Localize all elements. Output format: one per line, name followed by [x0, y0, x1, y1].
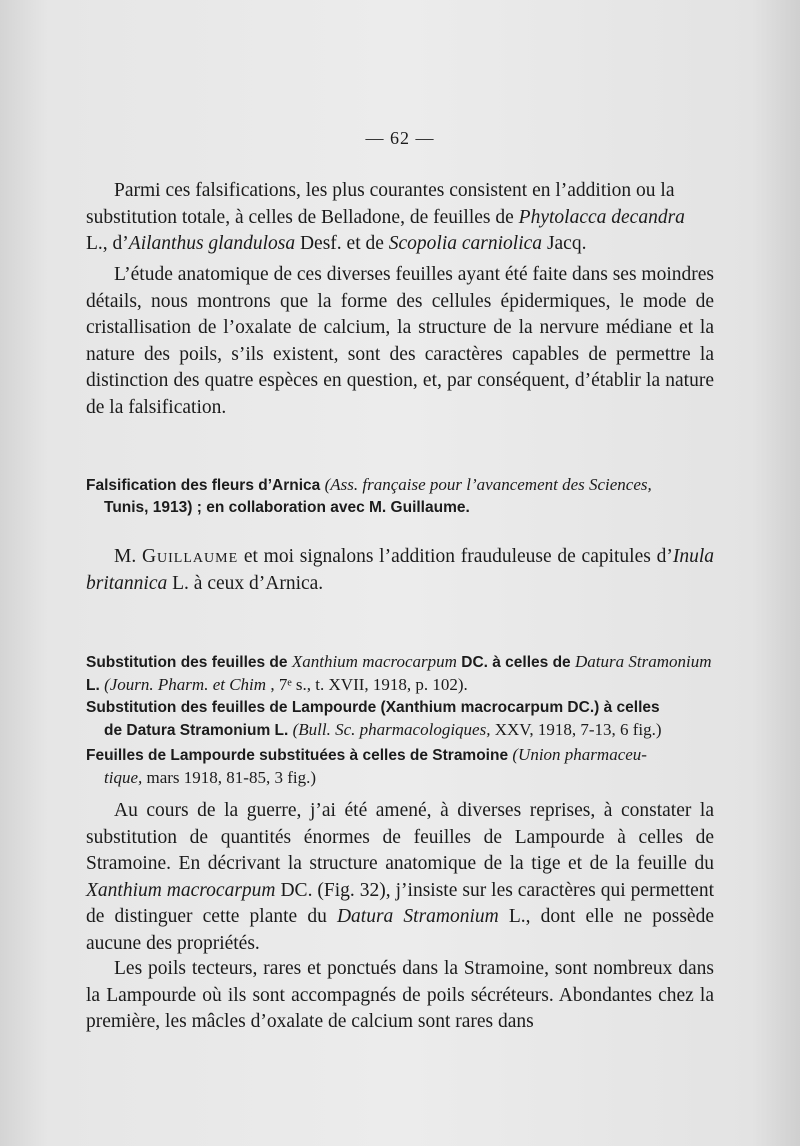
p1-line2-text: substitution totale, à celles de Belladone, de feuilles de: [86, 206, 519, 228]
p3-text-c: L. à ceux d’Arnica.: [167, 572, 324, 594]
p1-line1: Parmi ces falsifications, les plus courantes consistent en l’addition ou la: [114, 180, 675, 201]
h3-citation: (Bull. Sc. pharmacologiques,: [292, 720, 491, 739]
p3-text-a: M.: [114, 546, 142, 567]
p1-line3-end: Jacq.: [542, 233, 587, 254]
p4-text-b: DC. (Fig. 32), j’insiste sur les caractères qui permettent de distinguer cette plante du: [86, 879, 714, 927]
h3-citation-ref: XXV, 1918, 7-13, 6 fig.): [490, 720, 662, 739]
heading-xanthium-journ: [86, 651, 714, 697]
h2-taxon-datura: Datura Stramonium: [574, 652, 712, 671]
heading-lampourde-bull: [86, 697, 714, 742]
h4-line1: [86, 744, 714, 767]
h2-text-c: L.: [86, 677, 105, 694]
p1-line3-text: L., d’: [86, 233, 129, 254]
p1-taxon-scopolia: Scopolia carniolica: [388, 233, 543, 254]
h4-text-a: Feuilles de Lampourde substituées à celles de Stramoine: [86, 747, 513, 764]
h4-citation-cont: tique,: [104, 768, 143, 787]
h4-citation: (Union pharmaceu-: [512, 745, 647, 764]
paragraph-inula: [86, 544, 714, 597]
heading-arnica-title: Falsification des fleurs d’Arnica: [86, 477, 321, 494]
p1-taxon-phytolacca: Phytolacca decandra: [518, 206, 685, 228]
h2-text-a: Substitution des feuilles de: [86, 654, 292, 671]
h2-taxon-xanthium: Xanthium macrocarpum: [291, 652, 457, 671]
page-number: — 62 —: [365, 128, 435, 148]
p4-text-c: L., dont elle ne possède aucune des propriétés.: [86, 906, 714, 954]
paragraph-etude-anatomique: L’étude anatomique de ces diverses feuilles ayant été faite dans ses moindres détails, nous montrons que la forme des cellules épidermiques, le mode de cristallisation de l’oxalate de calcium, la structure de la nervure médiane et la nature des poils, s’ils existent, sont des caractères capables de permettre la distinction des quatre espèces en question, et, par conséquent, d’établir la nature de la falsification.: [86, 264, 714, 418]
p1-line3-mid: Desf. et de: [295, 233, 389, 254]
p4-taxon-xanthium: Xanthium macrocarpum: [86, 879, 276, 901]
heading-arnica-citation: (Ass. française pour l’avancement des Sciences,: [324, 475, 652, 494]
p3-text-b: et moi signalons l’addition frauduleuse de capitules d’: [238, 546, 673, 567]
paragraph-poils: Les poils tecteurs, rares et ponctués dans la Stramoine, sont nombreux dans la Lampourde où ils sont accompagnés de poils sécréteurs. Abondantes chez la première, les mâcles d’oxalate de calcium sont rares dans: [86, 958, 714, 1032]
paragraph-guerre: [86, 798, 714, 957]
h2-citation-ref: , 7ᵉ s., t. XVII, 1918, p. 102).: [266, 675, 468, 694]
h3-line1: Substitution des feuilles de Lampourde (Xanthium macrocarpum DC.) à celles: [86, 699, 660, 716]
h4-line2: [86, 767, 714, 790]
heading-arnica-line2: Tunis, 1913) ; en collaboration avec M. Guillaume.: [104, 499, 470, 516]
p4-taxon-datura: Datura Stramonium: [336, 906, 499, 927]
h2-citation: (Journ. Pharm. et Chim: [104, 675, 267, 694]
heading-lampourde-union: [86, 744, 714, 790]
author-guillaume: Guillaume: [141, 546, 239, 567]
h4-citation-ref: mars 1918, 81-85, 3 fig.): [142, 768, 317, 787]
h3-text-b: de Datura Stramonium L.: [104, 722, 293, 739]
h2-text-b: DC. à celles de: [456, 654, 575, 671]
heading-arnica: [86, 474, 714, 519]
p3-taxon-inula: Inula britannica: [86, 546, 714, 594]
h3-line2: [86, 719, 714, 742]
p1-taxon-ailanthus: Ailanthus glandulosa: [128, 233, 296, 254]
p4-text-a: Au cours de la guerre, j’ai été amené, à diverses reprises, à constater la substitution de quantités énormes de feuilles de Lampourde à celles de Stramoine. En décrivant la structure anatomique de la tige et de la feuille du: [86, 800, 714, 874]
paragraph-falsifications: [86, 178, 714, 258]
